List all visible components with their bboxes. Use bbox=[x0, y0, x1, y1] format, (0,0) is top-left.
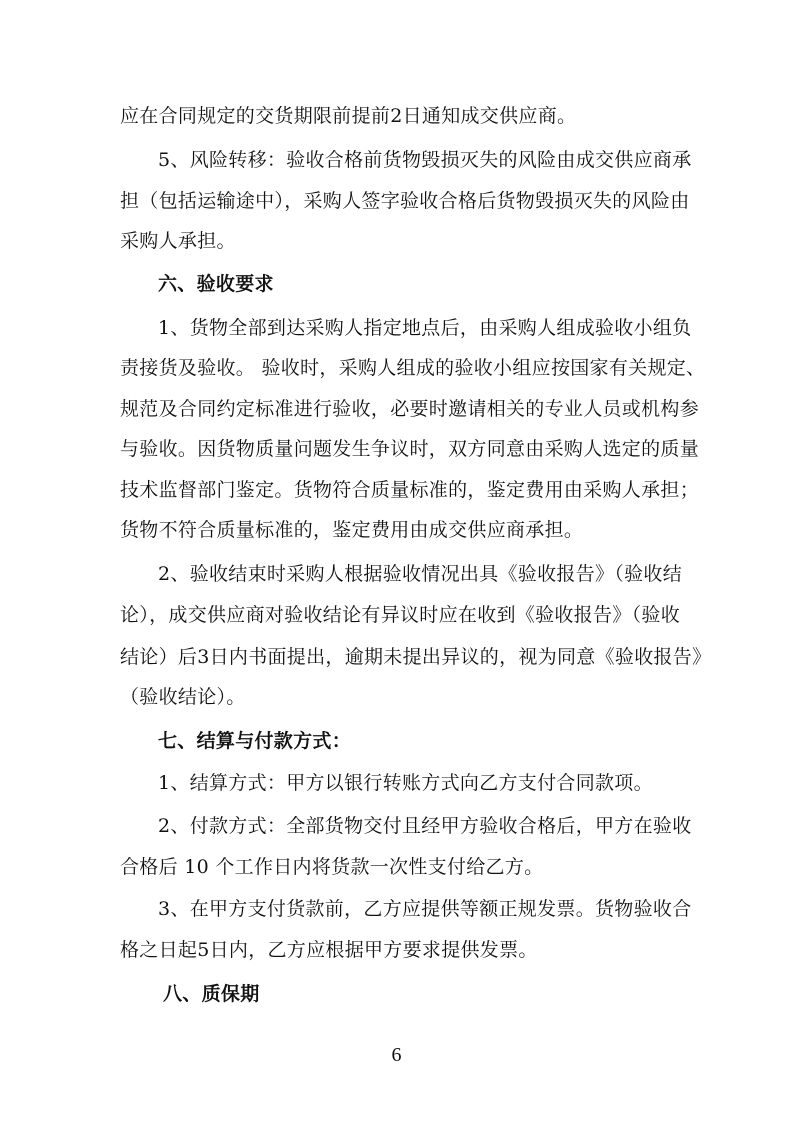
paragraph-line: 结论）后3日内书面提出，逾期未提出异议的，视为同意《验收报告》 bbox=[120, 646, 712, 668]
paragraph-line: 货物不符合质量标准的，鉴定费用由成交供应商承担。 bbox=[120, 519, 584, 541]
page-number: 6 bbox=[391, 1044, 402, 1066]
paragraph-line: 2、付款方式：全部货物交付且经甲方验收合格后，甲方在验收 bbox=[158, 815, 692, 837]
paragraph-line: 与验收。因货物质量问题发生争议时，双方同意由采购人选定的质量 bbox=[120, 438, 700, 460]
paragraph-line: 3、在甲方支付货款前，乙方应提供等额正规发票。货物验收合 bbox=[158, 898, 692, 920]
paragraph-line: 规范及合同约定标准进行验收，必要时邀请相关的专业人员或机构参 bbox=[120, 398, 700, 420]
paragraph-line: 论），成交供应商对验收结论有异议时应在收到《验收报告》（验收 bbox=[120, 604, 681, 626]
paragraph-line: （验收结论）。 bbox=[120, 686, 246, 708]
paragraph-line: 2、验收结束时采购人根据验收情况出具《验收报告》（验收结 bbox=[158, 563, 682, 585]
paragraph-line: 担（包括运输途中），采购人签字验收合格后货物毁损灭失的风险由 bbox=[120, 190, 690, 212]
section-heading: 六、验收要求 bbox=[158, 273, 274, 295]
paragraph-line: 技术监督部门鉴定。货物符合质量标准的，鉴定费用由采购人承担； bbox=[120, 479, 700, 501]
paragraph-line: 应在合同规定的交货期限前提前2日通知成交供应商。 bbox=[120, 105, 577, 127]
section-heading: 八、质保期 bbox=[163, 983, 260, 1005]
section-heading: 七、结算与付款方式： bbox=[158, 730, 352, 752]
paragraph-line: 格之日起5日内，乙方应根据甲方要求提供发票。 bbox=[120, 939, 538, 961]
paragraph-line: 1、货物全部到达采购人指定地点后，由采购人组成验收小组负 bbox=[158, 317, 692, 339]
paragraph-line: 5、风险转移：验收合格前货物毁损灭失的风险由成交供应商承 bbox=[158, 149, 692, 171]
paragraph-line: 1、结算方式：甲方以银行转账方式向乙方支付合同款项。 bbox=[158, 772, 653, 794]
paragraph-line: 采购人承担。 bbox=[120, 230, 236, 252]
paragraph-line: 合格后 10 个工作日内将货款一次性支付给乙方。 bbox=[120, 856, 544, 878]
paragraph-line: 责接货及验收。 验收时，采购人组成的验收小组应按国家有关规定、 bbox=[120, 357, 706, 379]
